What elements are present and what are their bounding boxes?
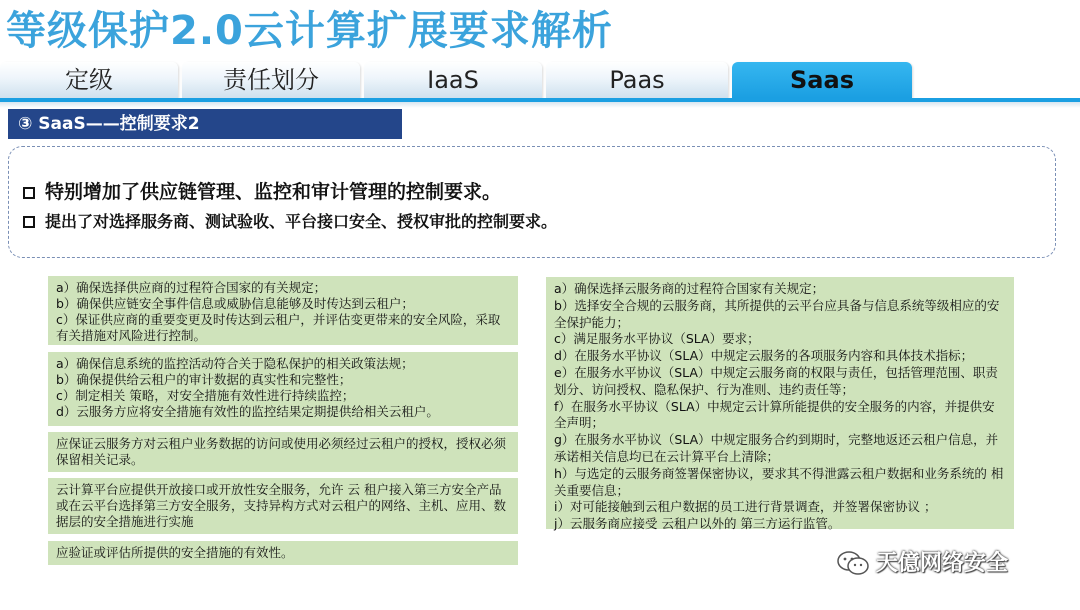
- card-item: c）制定相关 策略，对安全措施有效性进行持续监控；: [56, 388, 355, 403]
- monitoring-audit-card: [48, 352, 518, 426]
- section-header: ③ SaaS——控制要求2: [8, 109, 402, 139]
- card-item: a）确保选择云服务商的过程符合国家有关规定；: [554, 281, 825, 296]
- summary-text: 特别增加了供应链管理、监控和审计管理的控制要求。: [45, 181, 502, 203]
- card-item: b）确保供应链安全事件信息或威胁信息能够及时传达到云租户；: [56, 296, 414, 311]
- effectiveness-card: [48, 541, 518, 565]
- card-item: e）在服务水平协议（SLA）中规定云服务商的权限与责任，包括管理范围、职责划分、访问授权、隐私保护、行为准则、违约责任等；: [554, 364, 998, 397]
- tab-underline-shadow: [0, 102, 1080, 108]
- card-item: d）云服务方应将安全措施有效性的监控结果定期提供给相关云租户。: [56, 404, 439, 419]
- card-item: a）确保信息系统的监控活动符合关于隐私保护的相关政策法规；: [56, 356, 414, 371]
- tab-bar: [0, 62, 1080, 98]
- watermark-text: 天億网络安全: [876, 551, 1009, 576]
- checkbox-square-icon: [23, 216, 35, 228]
- checkbox-square-icon: [23, 187, 35, 199]
- card-item: 应验证或评估所提供的安全措施的有效性。: [56, 545, 294, 560]
- card-item: c）保证供应商的重要变更及时传达到云租户，并评估变更带来的安全风险，采取有关措施对风险进行控制。: [56, 312, 501, 343]
- card-item: i）对可能接触到云租户数据的员工进行背景调查，并签署保密协议 ；: [554, 499, 937, 515]
- tab-responsibility[interactable]: 责任划分: [182, 62, 360, 98]
- card-item: b）确保提供给云租户的审计数据的真实性和完整性；: [56, 372, 352, 387]
- card-item: 应保证云服务方对云租户业务数据的访问或使用必须经过云租户的授权，授权必须保留相关记录。: [56, 436, 507, 467]
- service-provider-card: [546, 277, 1014, 532]
- tab-dingji[interactable]: 定级: [0, 62, 178, 98]
- card-item: h）与选定的云服务商签署保密协议，要求其不得泄露云租户数据和业务系统的 相关重要信息；: [554, 465, 1004, 498]
- tab-paas[interactable]: Paas: [546, 62, 728, 98]
- summary-item: [23, 177, 501, 204]
- watermark: [836, 548, 1008, 580]
- card-item: c）满足服务水平协议（SLA）要求；: [554, 331, 760, 347]
- page-title: 等级保护2.0云计算扩展要求解析: [6, 8, 613, 54]
- supply-chain-card: [48, 276, 518, 345]
- card-item: j）云服务商应接受 云租户以外的 第三方运行监管。: [554, 516, 841, 532]
- card-item: b）选择安全合规的云服务商，其所提供的云平台应具备与信息系统等级相应的安全保护能力；: [554, 297, 1000, 330]
- card-item: g）在服务水平协议（SLA）中规定服务合约到期时，完整地返还云租户信息，并承诺相关信息均已在云计算平台上清除；: [554, 432, 999, 464]
- authorization-card: [48, 432, 518, 472]
- card-item: 云计算平台应提供开放接口或开放性安全服务，允许 云 租户接入第三方安全产品或在云平台选择第三方安全服务，支持异构方式对云租户的网络、主机、应用、数据层的安全措施进行实施: [56, 482, 507, 529]
- tab-saas[interactable]: Saas: [732, 62, 912, 98]
- summary-item: [23, 209, 557, 232]
- summary-text: 提出了对选择服务商、测试验收、平台接口安全、授权审批的控制要求。: [45, 212, 558, 231]
- card-item: a）确保选择供应商的过程符合国家的有关规定；: [56, 280, 327, 295]
- wechat-icon: [836, 550, 870, 586]
- tab-iaas[interactable]: IaaS: [364, 62, 542, 98]
- open-interface-card: [48, 478, 518, 534]
- card-item: d）在服务水平协议（SLA）中规定云服务的各项服务内容和具体技术指标；: [554, 348, 974, 364]
- card-item: f）在服务水平协议（SLA）中规定云计算所能提供的安全服务的内容，并提供安全声明；: [554, 398, 995, 431]
- summary-box: [8, 146, 1056, 258]
